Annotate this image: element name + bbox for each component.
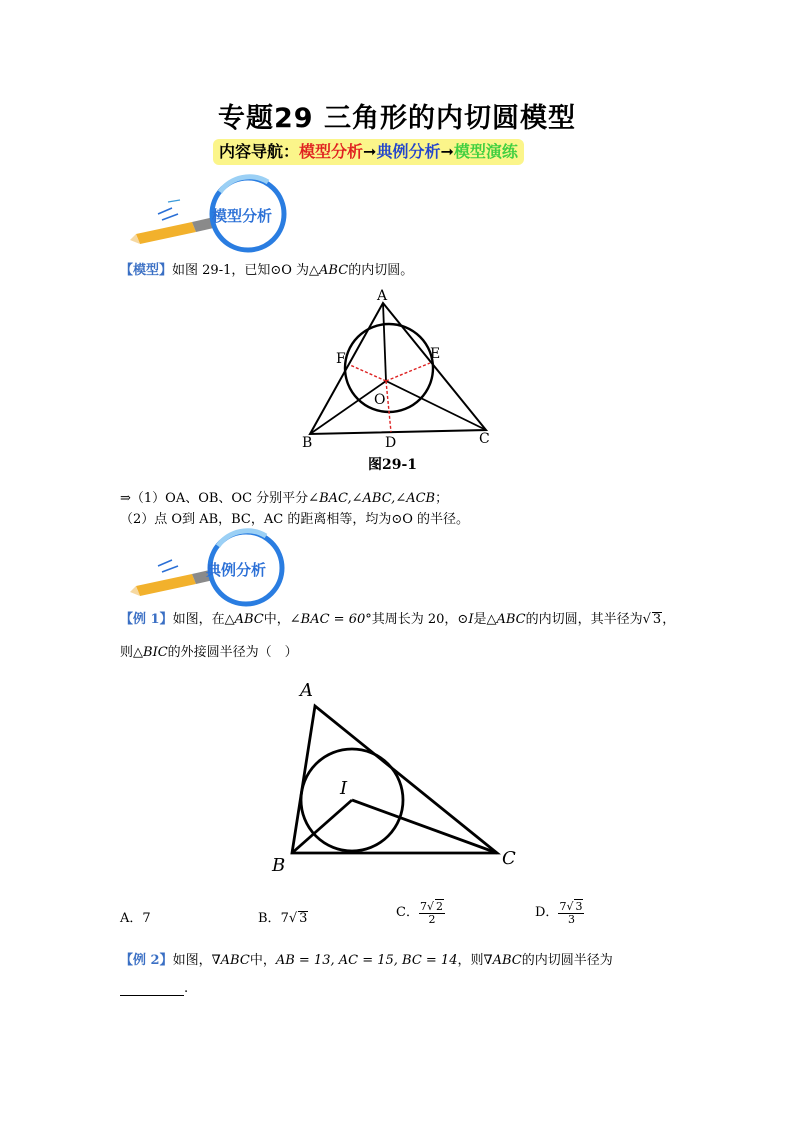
conclusion-text: ⇒（1）OA、OB、OC 分别平分 [120, 491, 309, 506]
text: 的内切圆，其半径为 [525, 612, 643, 627]
option-label: B． [258, 911, 281, 926]
text: 是 [473, 612, 487, 627]
math: ∠BAC = 60° [289, 612, 372, 627]
example-1-tag: 【例 1】 [120, 612, 173, 627]
model-tag: 【模型】 [120, 263, 173, 278]
figure-caption: 图29-1 [368, 457, 418, 473]
option-coef: 7 [280, 911, 289, 926]
option-a[interactable] [120, 907, 151, 926]
segment-oa [383, 303, 386, 381]
radicand: 3 [652, 612, 662, 627]
math: △ABC [224, 612, 264, 627]
label-c: C [502, 848, 516, 869]
nav-arrow-icon: ➞ [440, 142, 454, 161]
segment-oc [386, 381, 486, 430]
pencil-icon [130, 217, 218, 244]
model-analysis-badge [128, 172, 288, 256]
pencil-icon [130, 569, 218, 596]
model-paragraph [120, 259, 413, 278]
radius-od [386, 381, 391, 432]
denominator: 2 [428, 913, 436, 926]
option-d[interactable] [535, 899, 584, 926]
badge-model-label: 模型分析 [212, 207, 273, 225]
example-2-tag: 【例 2】 [120, 953, 173, 968]
nav-item-model-analysis[interactable]: 模型分析 [299, 142, 364, 161]
text: ，则 [457, 953, 484, 968]
math-triangle: △ABC [309, 263, 349, 278]
math: AB = 13, AC = 15, BC = 14 [275, 953, 458, 968]
radicand: 2 [435, 900, 443, 913]
model-text: 的内切圆。 [348, 263, 414, 278]
example-1-line-2 [120, 641, 298, 660]
option-c[interactable] [396, 899, 445, 926]
label-b: B [272, 855, 286, 876]
label-a: A [300, 680, 313, 701]
text: 的外接圆半径为（ ） [167, 645, 298, 660]
text: 中， [249, 953, 276, 968]
text: 如图， [172, 953, 212, 968]
sqrt-icon: √ [566, 900, 574, 913]
numerator-coef: 7 [419, 900, 427, 913]
numerator-coef: 7 [559, 900, 567, 913]
radicand: 3 [575, 900, 583, 913]
example-1-line-1 [120, 608, 675, 627]
label-c: C [479, 431, 490, 447]
label-i: I [340, 778, 348, 799]
label-f: F [336, 351, 346, 367]
text: ， [662, 612, 676, 627]
fraction [558, 899, 584, 926]
option-label: D． [535, 905, 559, 920]
text: 中， [263, 612, 290, 627]
magnifier-lines-icon [158, 200, 180, 220]
model-conclusion-2: （2）点 O到 AB，BC，AC 的距离相等，均为⊙O 的半径。 [120, 512, 470, 527]
answer-blank[interactable] [120, 981, 184, 996]
text: 如图，在 [172, 612, 225, 627]
triangle-abc [292, 706, 497, 853]
math: ∇ABC [483, 953, 522, 968]
nav-arrow-icon: ➞ [363, 142, 377, 161]
example-2-line-2 [120, 981, 188, 996]
content-navigation [213, 139, 524, 165]
math: ∇ABC [211, 953, 250, 968]
example-2-line-1 [120, 949, 613, 968]
example-analysis-badge [128, 528, 288, 608]
figure-29-1 [290, 285, 510, 475]
label-e: E [430, 346, 441, 362]
math-angles: ∠BAC,∠ABC,∠ACB [308, 491, 436, 506]
text: 其周长为 20， [371, 612, 458, 627]
radicand: 3 [299, 911, 308, 926]
conclusion-text: ； [435, 491, 449, 506]
triangle-abc [310, 303, 486, 434]
text: 则 [120, 645, 134, 660]
model-conclusion-1 [120, 487, 448, 506]
sqrt-icon: √ [288, 911, 298, 926]
badge-example-label: 典例分析 [206, 561, 267, 579]
math: ⊙I [457, 612, 474, 627]
page-title: 专题29 三角形的内切圆模型 [218, 103, 576, 134]
math: △BIC [133, 645, 168, 660]
option-label: C． [396, 905, 419, 920]
nav-prefix: 内容导航： [219, 142, 300, 161]
radius-oe [386, 363, 430, 381]
sqrt-icon: √ [426, 900, 434, 913]
option-value: 7 [142, 911, 151, 926]
math: △ABC [486, 612, 526, 627]
fraction [419, 899, 445, 926]
sqrt-icon: √ [642, 612, 651, 627]
radius-of [350, 365, 386, 381]
magnifier-lines-icon [158, 560, 178, 572]
label-a: A [377, 288, 388, 304]
label-d: D [385, 435, 397, 451]
text: . [184, 981, 189, 996]
model-text: 如图 29-1，已知⊙O 为 [172, 263, 310, 278]
label-b: B [302, 435, 313, 451]
label-o: O [374, 392, 386, 408]
option-b[interactable] [258, 907, 308, 926]
denominator: 3 [567, 913, 575, 926]
nav-item-example-analysis[interactable]: 典例分析 [376, 142, 441, 161]
text: 的内切圆半径为 [521, 953, 613, 968]
nav-item-model-practice[interactable]: 模型演练 [453, 142, 518, 161]
option-label: A． [120, 911, 143, 926]
example-1-figure [262, 678, 532, 878]
